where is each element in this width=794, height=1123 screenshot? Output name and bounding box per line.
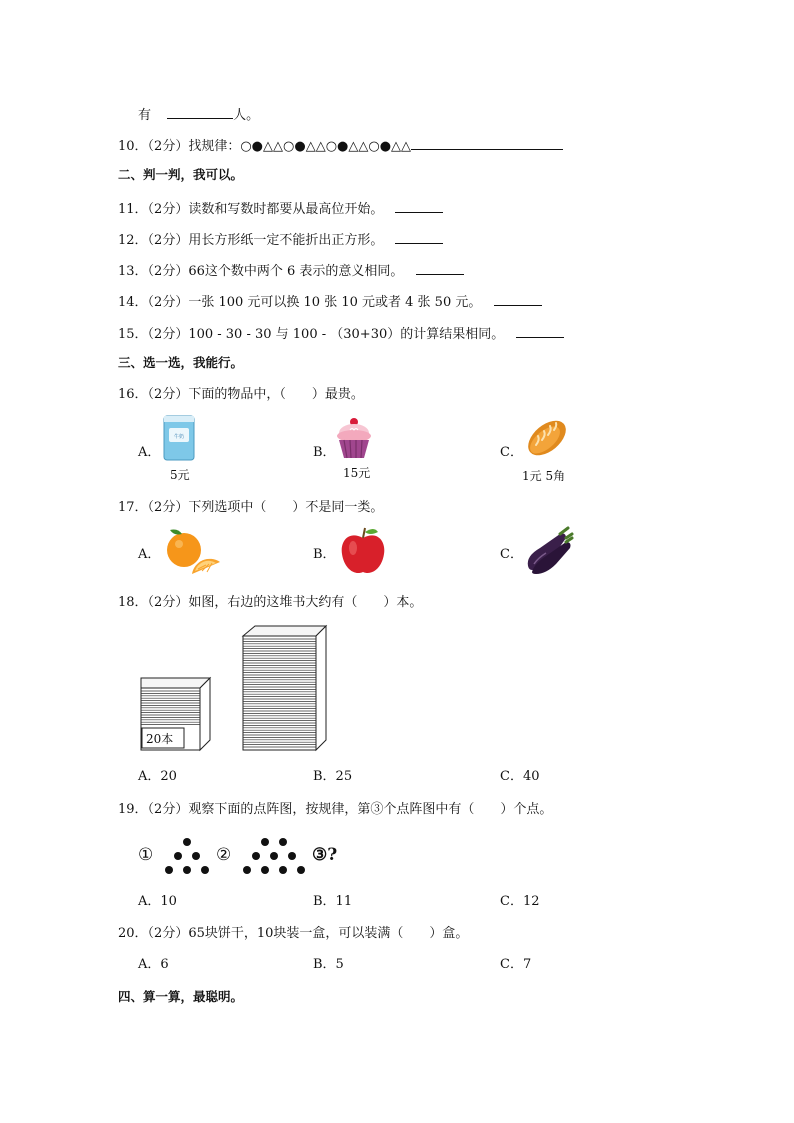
q20-option-b[interactable]: B．5 [313,957,344,972]
q14-text: 14．（2分）一张 100 元可以换 10 张 10 元或者 4 张 50 元。 [118,295,482,310]
q10 [118,135,563,156]
q10-text: 10．（2分）找规律： [118,139,241,154]
q19-fig-label-2: ② [216,845,232,865]
cupcake-icon [334,416,374,460]
q10-blank[interactable] [411,135,563,150]
q13 [118,260,464,281]
dot-pattern-2 [236,834,312,878]
q18-option-b[interactable]: B．25 [313,769,353,784]
book-stacks-figure [138,624,330,752]
q13-blank[interactable] [416,260,464,275]
q18-text: 18．（2分）如图，右边的这堆书大约有（ ）本。 [118,595,423,610]
eggplant-icon [522,526,574,576]
section-3-title: 三、选一选，我能行。 [118,355,244,370]
q16-option-c-label[interactable]: C． [500,445,523,460]
q16-option-a-label[interactable]: A． [138,445,161,460]
apple-icon [338,524,388,578]
dot-pattern-1 [158,834,216,878]
q16-option-c-price: 1元 5角 [522,469,566,483]
q19-option-a[interactable]: A．10 [138,894,177,909]
q9-tail [138,104,259,125]
q10-pattern: ○●△△○●△△○●△△○●△△ [240,139,412,154]
bread-icon [522,412,572,464]
q17-option-c-label[interactable]: C． [500,547,523,562]
q16-option-b-price: 15元 [343,466,371,480]
q13-text: 13．（2分）66这个数中两个 6 表示的意义相同。 [118,264,404,279]
q19-fig-label-3: ③? [312,845,338,865]
q20-text: 20．（2分）65块饼干，10块装一盒，可以装满（ ）盒。 [118,926,469,941]
q16-option-a-price: 5元 [170,468,190,482]
q20-option-c[interactable]: C．7 [500,957,532,972]
q15-text: 15．（2分）100 - 30 - 30 与 100 - （30+30）的计算结果相同。 [118,327,505,342]
q20-option-a[interactable]: A．6 [138,957,169,972]
q15-blank[interactable] [516,323,564,338]
section-4-title: 四、算一算，最聪明。 [118,989,244,1004]
orange-icon [162,528,222,578]
q11-text: 11．（2分）读数和写数时都要从最高位开始。 [118,202,384,217]
q19-fig-label-1: ① [138,845,154,865]
q12-blank[interactable] [395,229,443,244]
q11-blank[interactable] [395,198,443,213]
small-stack-label: 20本 [146,732,174,746]
q19-text: 19．（2分）观察下面的点阵图，按规律，第③个点阵图中有（ ）个点。 [118,802,553,817]
q12 [118,229,443,250]
q16-text: 16．（2分）下面的物品中，（ ）最贵。 [118,387,364,402]
q17-option-a-label[interactable]: A． [138,547,161,562]
q12-text: 12．（2分）用长方形纸一定不能折出正方形。 [118,233,384,248]
q18-option-a[interactable]: A．20 [138,769,177,784]
q14 [118,291,542,312]
q17-option-b-label[interactable]: B． [313,547,336,562]
q19-option-b[interactable]: B．11 [313,894,353,909]
q11 [118,198,443,219]
q16-option-b-label[interactable]: B． [313,445,336,460]
q17-text: 17．（2分）下列选项中（ ）不是同一类。 [118,500,384,515]
section-2-title: 二、判一判，我可以。 [118,167,244,182]
milk-bag-label: 牛奶 [173,434,185,440]
q9-blank[interactable] [167,104,233,119]
milk-bag-icon [162,414,196,462]
q19-option-c[interactable]: C．12 [500,894,540,909]
q14-blank[interactable] [494,291,542,306]
q9-suffix: 人。 [233,108,260,123]
q15 [118,323,564,344]
q9-prefix: 有 [138,108,152,123]
q18-option-c[interactable]: C．40 [500,769,540,784]
